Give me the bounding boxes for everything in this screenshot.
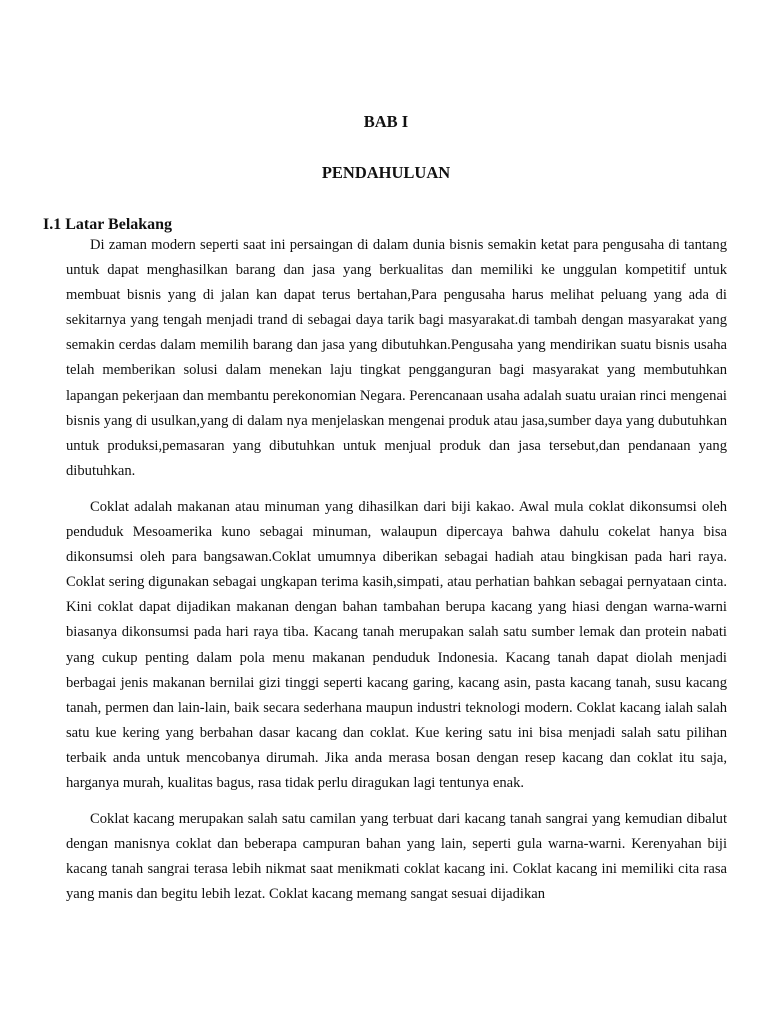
section-heading: I.1 Latar Belakang [43, 216, 173, 233]
paragraph-1: Di zaman modern seperti saat ini persaingan di dalam dunia bisnis semakin ketat para pengusaha di tantang untuk dapat menghasilkan barang dan jasa yang berkualitas dan memiliki ke unggulan kompetitif untuk membuat bisnis yang di jalan kan dapat terus bertahan,Para pengusaha harus melihat peluang yang ada di sekitarnya yang tengah menjadi trand di sebagai daya tarik bagi masyarakat.di tambah dengan masyarakat yang semakin cerdas dalam memilih barang dan jasa yang dibutuhkan.Pengusaha yang mendirikan suatu bisnis usaha telah memberikan solusi dalam menekan laju tingkat pengganguran bagi masyarakat yang membutuhkan lapangan pekerjaan dan membantu perekonomian Negara. Perencanaan usaha adalah suatu uraian rinci mengenai bisnis yang di usulkan,yang di dalam nya menjelaskan mengenai produk atau jasa,sumber daya yang dubutuhkan untuk produksi,pemasaran yang dibutuhkan untuk menjual produk dan jasa tersebut,dan pendanaan yang dibutuhkan. [66, 237, 727, 479]
body-text [66, 233, 727, 907]
paragraph-3: Coklat kacang merupakan salah satu camilan yang terbuat dari kacang tanah sangrai yang kemudian dibalut dengan manisnya coklat dan beberapa campuran bahan yang lain, seperti gula warna-warni. Kerenyahan biji kacang tanah sangrai terasa lebih nikmat saat menikmati coklat kacang ini. Coklat kacang ini memiliki cita rasa yang manis dan begitu lebih lezat. Coklat kacang memang sangat sesuai dijadikan [66, 811, 727, 903]
chapter-subtitle: PENDAHULUAN [321, 163, 451, 182]
paragraph-2: Coklat adalah makanan atau minuman yang dihasilkan dari biji kakao. Awal mula coklat dikonsumsi oleh penduduk Mesoamerika kuno sebagai minuman, walaupun dipercaya bahwa dahulu cokelat hanya bisa dikonsumsi oleh para bangsawan.Coklat umumnya diberikan sebagai hadiah atau bingkisan pada hari raya. Coklat sering digunakan sebagai ungkapan terima kasih,simpati, atau perhatian bahkan sebagai pernyataan cinta. Kini coklat dapat dijadikan makanan dengan bahan tambahan berupa kacang yang hiasi dengan warna-warni biasanya dikonsumsi pada hari raya tiba. Kacang tanah merupakan salah satu sumber lemak dan protein nabati yang cukup penting dalam pola menu makanan penduduk Indonesia. Kacang tanah dapat diolah menjadi berbagai jenis makanan bernilai gizi tinggi seperti kacang garing, kacang asin, pasta kacang tanah, susu kacang tanah, permen dan lain-lain, baik secara sederhana maupun industri teknologi modern. Coklat kacang ialah salah satu kue kering yang berbahan dasar kacang dan coklat. Kue kering satu ini bisa menjadi salah satu pilihan terbaik anda untuk mencobanya dirumah. Jika anda merasa bosan dengan resep kacang dan coklat itu saja, harganya murah, kualitas bagus, rasa tidak perlu diragukan lagi tentunya enak. [66, 498, 727, 791]
chapter-title: BAB I [363, 112, 409, 131]
